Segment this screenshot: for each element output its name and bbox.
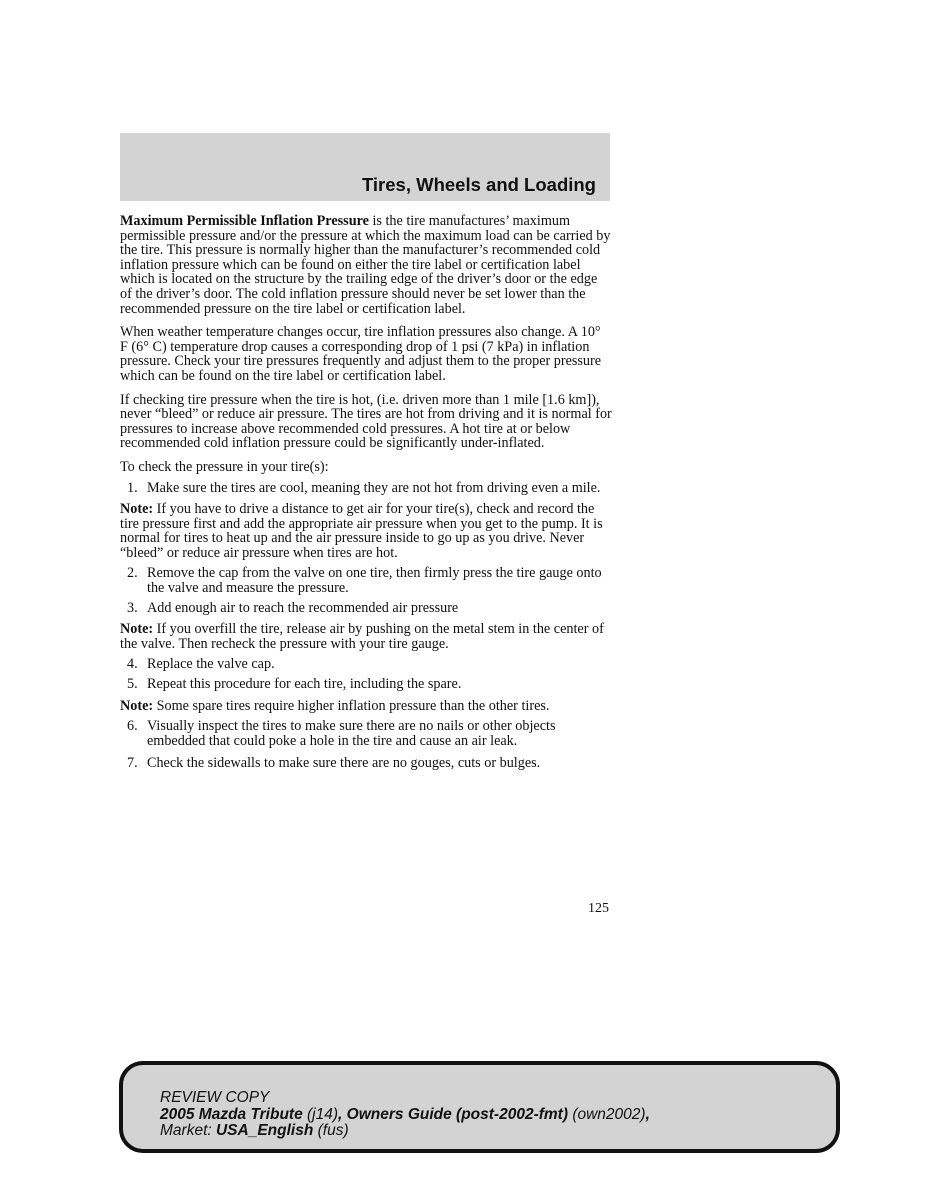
step-5: 5. Repeat this procedure for each tire, including the spare. [127, 676, 462, 693]
note-2: Note: If you overfill the tire, release air by pushing on the metal stem in the center of the valve. Then recheck the pressure with your tire gauge. [120, 621, 604, 652]
review-copy-box [119, 1061, 840, 1153]
step-3: 3. Add enough air to reach the recommended air pressure [127, 599, 459, 616]
note-label: Note: [120, 621, 154, 638]
section-title: Tires, Wheels and Loading [361, 174, 596, 195]
section-header-band [120, 133, 610, 201]
review-copy-text [160, 1090, 650, 1140]
step-7: 7. Check the sidewalls to make sure there are no gouges, cuts or bulges. [127, 755, 541, 772]
paragraph-hot-tire: If checking tire pressure when the tire is hot, (i.e. driven more than 1 mile [1.6 km]), never “bleed” or reduce air pressure. The tires are hot from driving and it is normal for pressures to increase above recommended cold pressures. A hot tire at or below recommended cold inflation pressure could be significantly under-inflated. [120, 391, 612, 452]
page-number: 125 [588, 901, 609, 916]
step-6: 6. Visually inspect the tires to make sure there are no nails or other objects embedded that could poke a hole in the tire and cause an air leak. [127, 718, 556, 749]
market-line: Market: USA_English (fus) [160, 1122, 349, 1139]
step-1: 1. Make sure the tires are cool, meaning they are not hot from driving even a mile. [127, 479, 601, 496]
note-label: Note: [120, 697, 154, 714]
step-4: 4. Replace the valve cap. [127, 656, 275, 673]
review-copy-label: REVIEW COPY [160, 1089, 270, 1106]
paragraph-check-intro: To check the pressure in your tire(s): [120, 458, 329, 475]
term-max-inflation: Maximum Permissible Inflation Pressure [120, 213, 369, 229]
note-1: Note: If you have to drive a distance to get air for your tire(s), check and record the tire pressure first and add the appropriate air pressure when you get to the pump. It is normal for tires to heat up and the air pressure inside to go up as you drive. Never “bleed” or reduce air pressure when tires are hot. [120, 501, 603, 561]
step-2: 2. Remove the cap from the valve on one tire, then firmly press the tire gauge onto the valve and measure the pressure. [127, 565, 602, 597]
note-3: Note: Some spare tires require higher inflation pressure than the other tires. [120, 697, 550, 714]
paragraph-weather: When weather temperature changes occur, tire inflation pressures also change. A 10° F (6° C) temperature drop causes a corresponding drop of 1 psi (7 kPa) in inflation pressure. Check your tire pressures frequently and adjust them to the proper pressure which can be found on the tire label or certification label. [120, 324, 602, 384]
page-content [120, 214, 612, 776]
paragraph-max-inflation: Maximum Permissible Inflation Pressure is the tire manufactures’ maximum permissible pressure and/or the pressure at which the maximum load can be carried by the tire. This pressure is normally higher than the manufacturer’s recommended cold inflation pressure which can be found on either the tire label or certification label which is located on the structure by the trailing edge of the driver’s door or the edge of the driver’s door. The cold inflation pressure should never be set lower than the recommended pressure on the tire label or certification label. [120, 213, 611, 317]
note-label: Note: [120, 501, 154, 518]
document-id-line: 2005 Mazda Tribute (j14), Owners Guide (post-2002-fmt) (own2002), [160, 1105, 650, 1123]
